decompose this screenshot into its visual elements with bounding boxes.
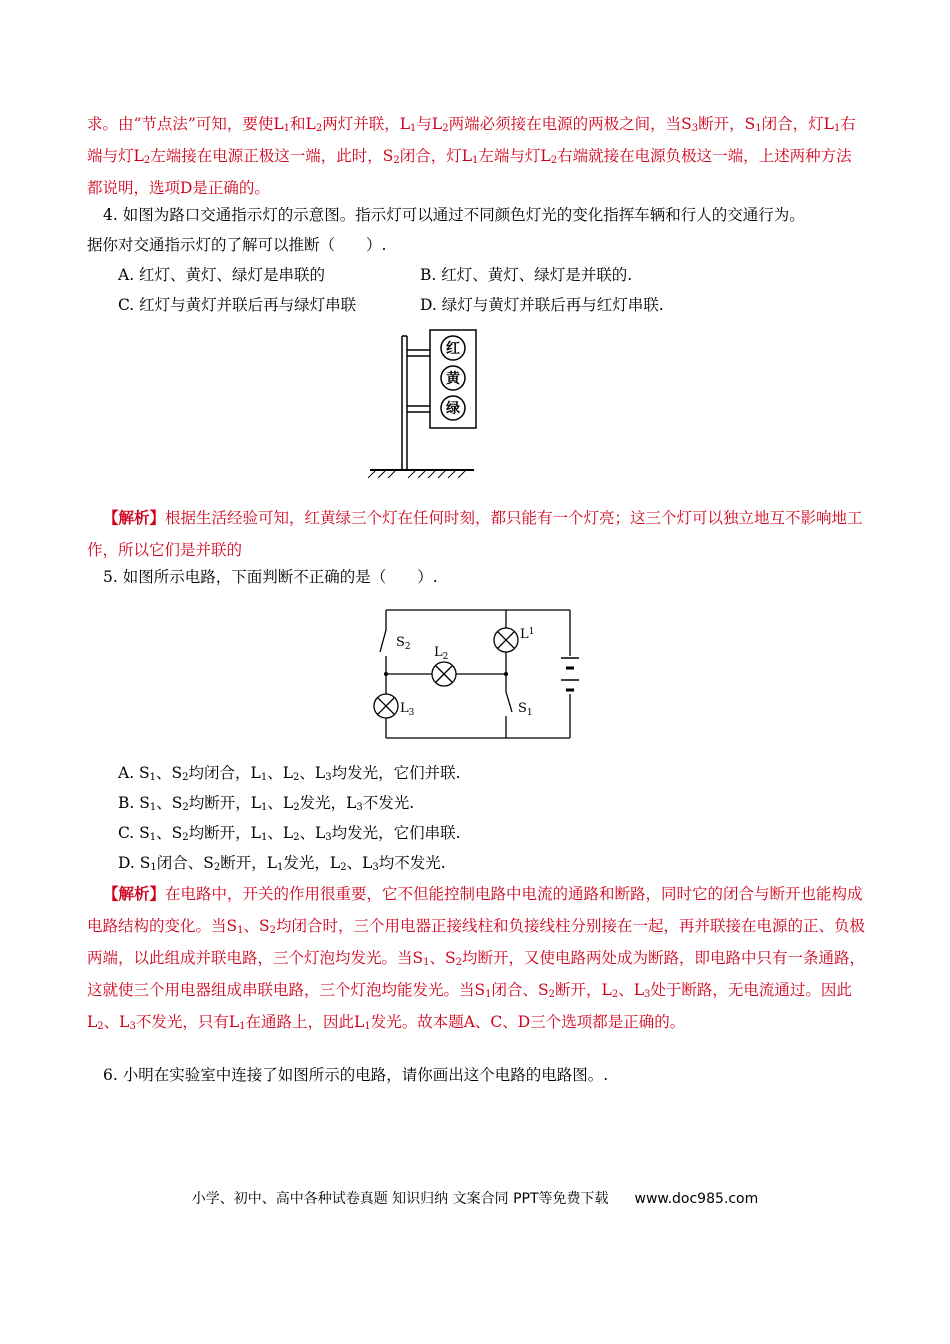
q5-option-b: B. $S_1$、$S_2$均断开，$L_1$、$L_2$发光，$L_3$不发光. (118, 794, 415, 813)
q4-analysis-tag: 【解析】 (103, 508, 166, 527)
footer-site-link[interactable]: www.doc985.com (634, 1191, 759, 1207)
q6-stem: 6. 小明在实验室中连接了如图所示的电路，请你画出这个电路的电路图。. (103, 1066, 609, 1084)
lamp-l2 (432, 662, 456, 686)
switch-s2-label: $S_2$ (396, 635, 411, 652)
q4-option-c: C. 红灯与黄灯并联后再与绿灯串联 (118, 296, 357, 314)
q4-analysis: 【解析】根据生活经验可知，红黄绿三个灯在任何时刻，都只能有一个灯亮；这三个灯可以独立地互不影响地工作，所以它们是并联的 (87, 508, 863, 559)
q5-stem: 5. 如图所示电路，下面判断不正确的是（ ）. (103, 568, 438, 586)
lamp-l1-label: $L^1$ (520, 627, 535, 642)
q5-analysis: 【解析】在电路中，开关的作用很重要，它不但能控制电路中电流的通路和断路，同时它的闭合与断开也能构成电路结构的变化。当$S_1$、$S_2$均闭合时，三个用电器正接线柱和负接线柱分别接在一起，再并联接在电源的正、负极两端，以此组成并联电路，三个灯泡均发光。当$S_1$、$S_2$均断开，又使电路两处成为断路，即电路中只有一条通路，这就使三个用电器组成串联电路，三个灯泡均能发光。当$S_1$闭合、$S_2$断开，$L_2$、$L_3$处于断路，无电流通过。因此$L_2$、$L_3$不发光，只有$L_1$在通路上，因此$L_1$发光。故本题A、C、D三个选项都是正确的。 (87, 884, 866, 1032)
lamp-l1 (494, 628, 518, 652)
lamp-l3-label: $L_3$ (400, 701, 415, 718)
switch-s1-label: $S_1$ (518, 701, 533, 718)
q5-option-a: A. $S_1$、$S_2$均闭合，$L_1$、$L_2$、$L_3$均发光，它们并联. (118, 764, 461, 783)
q4-stem-line1: 4. 如图为路口交通指示灯的示意图。指示灯可以通过不同颜色灯光的变化指挥车辆和行人的交通行为。 (103, 206, 805, 224)
traffic-light-figure (366, 328, 506, 478)
q5-option-c: C. $S_1$、$S_2$均断开，$L_1$、$L_2$、$L_3$均发光，它们串联. (118, 824, 461, 843)
green-lamp-label: 绿 (446, 401, 460, 417)
circuit-figure (368, 604, 580, 744)
page-footer (0, 1188, 950, 1208)
q3-analysis: 求。由“节点法”可知，要使$L_1$和$L_2$两灯并联，$L_1$与$L_2$两端必须接在电源的两极之间，当$S_3$断开，$S_1$闭合，灯$L_1$右端与灯$L_2$左端接在电源正极这一端，此时，$S_2$闭合，灯$L_1$左端与灯$L_2$右端就接在电源负极这一端，上述两种方法都说明，选项D是正确的。 (87, 115, 856, 197)
q5-analysis-tag: 【解析】 (103, 884, 166, 903)
q5-option-d: D. $S_1$闭合、$S_2$断开，$L_1$发光，$L_2$、$L_3$均不发光. (118, 854, 446, 873)
lamp-l2-label: $L_2$ (434, 645, 449, 662)
yellow-lamp-label: 黄 (446, 371, 460, 387)
q4-option-b: B. 红灯、黄灯、绿灯是并联的. (420, 266, 633, 284)
lamp-l3 (374, 694, 398, 718)
red-lamp-label: 红 (446, 341, 460, 357)
footer-text: 小学、初中、高中各种试卷真题 知识归纳 文案合同 PPT等免费下载 (191, 1191, 609, 1207)
q4-option-a: A. 红灯、黄灯、绿灯是串联的 (118, 266, 326, 284)
q4-stem-line2: 据你对交通指示灯的了解可以推断（ ）. (87, 236, 387, 254)
q4-option-d: D. 绿灯与黄灯并联后再与红灯串联. (420, 296, 664, 314)
